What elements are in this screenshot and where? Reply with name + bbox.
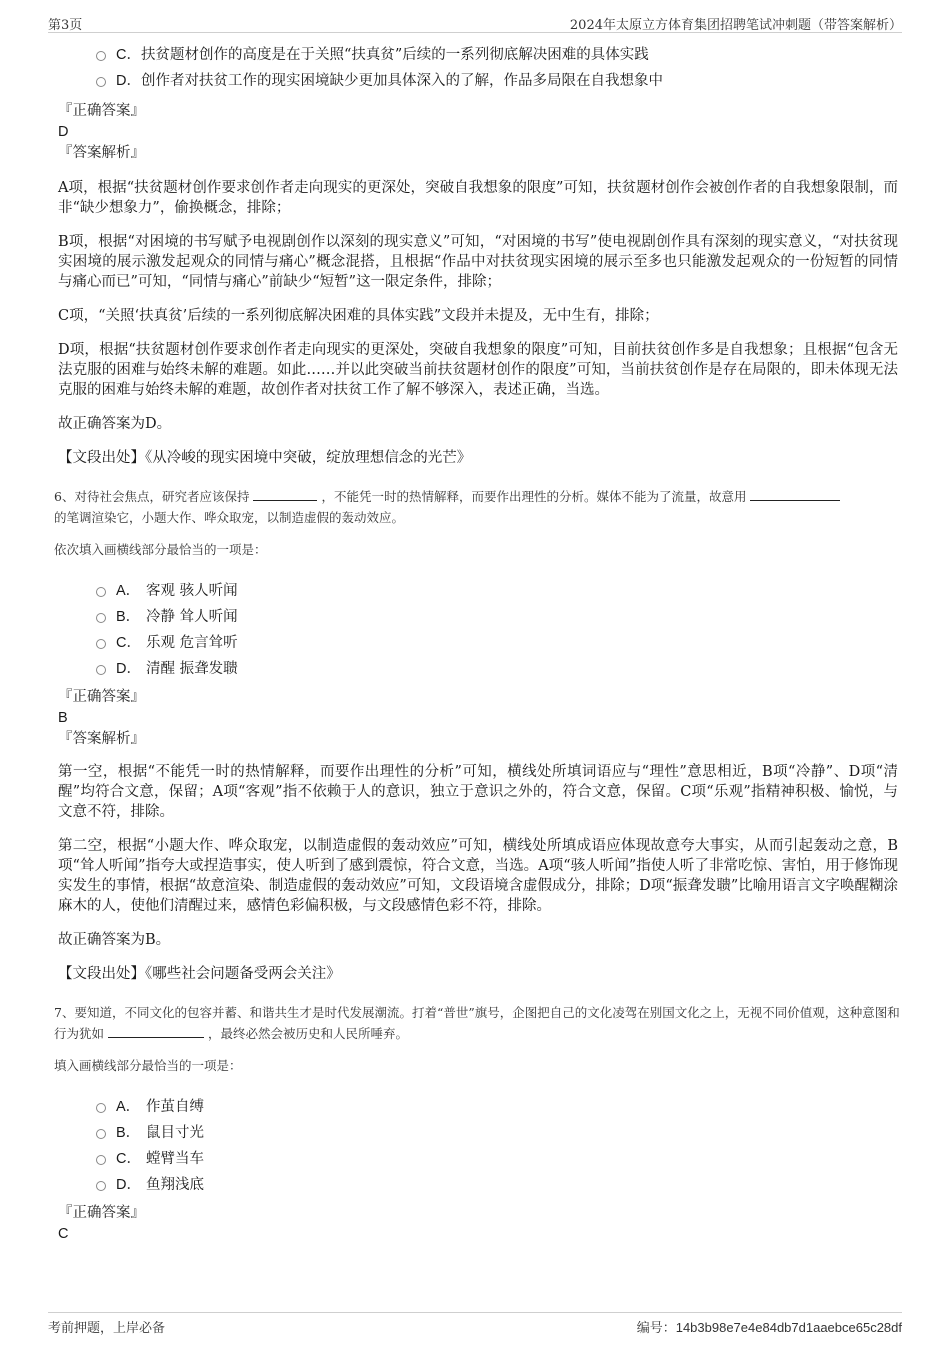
q7-option-list <box>56 1094 902 1198</box>
option-text: 冷静 耸人听闻 <box>146 609 238 625</box>
option-letter: C． <box>116 635 141 651</box>
radio-icon[interactable] <box>96 51 106 61</box>
q5-conclusion: 故正确答案为D。 <box>58 416 172 432</box>
q7-option-d[interactable] <box>56 1172 902 1198</box>
q5-option-list <box>56 42 902 94</box>
q7-option-a[interactable] <box>56 1094 902 1120</box>
q5-analysis-d: D项，根据“扶贫题材创作要求创作者走向现实的更深处，突破自我想象的限度”可知，目前扶贫创作多是自我想象；且根据“包含无法克服的困难与始终未解的难题。如此……并以此突破当前扶贫题材创作的限度”可知，当前扶贫创作是存在局限的，即未体现无法克服的困难与始终未解的难题，故创作者对扶贫工作了解不够深入，表述正确，当选。 <box>58 342 898 398</box>
option-text: 鱼翔浅底 <box>146 1177 204 1193</box>
option-letter: D． <box>116 73 141 89</box>
option-letter: D． <box>116 1177 141 1193</box>
footer-slogan: 考前押题，上岸必备 <box>48 1321 166 1336</box>
radio-icon[interactable] <box>96 639 106 649</box>
option-text: 螳臂当车 <box>146 1151 204 1167</box>
page-footer <box>48 1312 902 1337</box>
q5-analysis-c: C项，“关照‘扶真贫’后续的一系列彻底解决困难的具体实践”文段并未提及，无中生有，排除； <box>58 308 659 324</box>
q7-question-part-1: 7、要知道，不同文化的包容并蓄、和谐共生才是时代发展潮流。打着“普世”旗号，企图把自己的文化凌驾在别国文化之上，无视不同价值观，这种意图和行为犹如 <box>54 1005 900 1041</box>
q6-source: 【文段出处】《哪些社会问题备受两会关注》 <box>58 966 341 982</box>
option-letter: B． <box>116 609 141 625</box>
radio-icon[interactable] <box>96 1129 106 1139</box>
q5-option-d[interactable] <box>56 68 902 94</box>
q6-blank-1[interactable] <box>253 488 317 501</box>
radio-icon[interactable] <box>96 587 106 597</box>
q7-instruction: 填入画横线部分最恰当的一项是： <box>54 1058 242 1073</box>
q7-answer-label: 『正确答案』 <box>58 1205 145 1221</box>
q6-option-d[interactable] <box>56 656 902 682</box>
q7-blank[interactable] <box>108 1025 204 1038</box>
radio-icon[interactable] <box>96 1181 106 1191</box>
q5-answer: D <box>58 124 69 140</box>
option-text: 鼠目寸光 <box>146 1125 204 1141</box>
q6-analysis-blank-2: 第二空，根据“小题大作、哗众取宠，以制造虚假的轰动效应”可知，横线处所填成语应体现故意夸大事实，从而引起轰动之意，B项“耸人听闻”指夸大或捏造事实，使人听到了感到震惊，符合文意，当选。A项“骇人听闻”指使人听了非常吃惊、害怕，用于修饰现实发生的事情，根据“故意渲染、制造虚假的轰动效应”可知，文段语境含虚假成分，排除；D项“振聋发聩”比喻用语言文字唤醒糊涂麻木的人，使他们清醒过来，感情色彩偏积极，与文段感情色彩不符，排除。 <box>58 838 898 914</box>
q5-source: 【文段出处】《从冷峻的现实困境中突破，绽放理想信念的光芒》 <box>58 450 472 466</box>
option-text: 客观 骇人听闻 <box>146 583 238 599</box>
option-letter: C． <box>116 1151 141 1167</box>
page-number: 第3页 <box>48 18 83 33</box>
q6-question <box>54 486 902 528</box>
q6-question-part-3: 的笔调渲染它，小题大作、哗众取宠，以制造虚假的轰动效应。 <box>54 510 405 525</box>
q7-option-c[interactable] <box>56 1146 902 1172</box>
q6-question-part-1: 6、对待社会焦点，研究者应该保持 <box>54 489 250 504</box>
q5-answer-label: 『正确答案』 <box>58 103 145 119</box>
option-letter: A． <box>116 1099 141 1115</box>
q6-answer: B <box>58 710 68 726</box>
radio-icon[interactable] <box>96 77 106 87</box>
document-title: 2024年太原立方体育集团招聘笔试冲刺题（带答案解析） <box>569 18 902 33</box>
q6-analysis-label: 『答案解析』 <box>58 731 145 747</box>
option-letter: D． <box>116 661 141 677</box>
q5-analysis-a: A项，根据“扶贫题材创作要求创作者走向现实的更深处，突破自我想象的限度”可知，扶贫题材创作会被创作者的自我想象限制，而非“缺少想象力”，偷换概念，排除； <box>58 180 898 216</box>
document-body <box>56 40 902 1244</box>
option-letter: A． <box>116 583 141 599</box>
q6-analysis-blank-1: 第一空，根据“不能凭一时的热情解释，而要作出理性的分析”可知，横线处所填词语应与“理性”意思相近，B项“冷静”、D项“清醒”均符合文意，保留；A项“客观”指不依赖于人的意识，独立于意识之外的，符合文意，保留。C项“乐观”指精神积极、愉悦，与文意不符，排除。 <box>58 764 898 820</box>
q7-option-b[interactable] <box>56 1120 902 1146</box>
q6-option-a[interactable] <box>56 578 902 604</box>
q6-option-b[interactable] <box>56 604 902 630</box>
page-header <box>48 12 902 33</box>
option-text: 创作者对扶贫工作的现实困境缺少更加具体深入的了解，作品多局限在自我想象中 <box>140 73 663 89</box>
radio-icon[interactable] <box>96 613 106 623</box>
document-code <box>637 1317 902 1336</box>
q6-option-c[interactable] <box>56 630 902 656</box>
q7-question <box>54 1002 902 1044</box>
q7-question-part-2: ，最终必然会被历史和人民所唾弃。 <box>207 1026 408 1041</box>
q6-conclusion: 故正确答案为B。 <box>58 932 171 948</box>
q6-answer-label: 『正确答案』 <box>58 689 145 705</box>
q5-analysis-b: B项，根据“对困境的书写赋予电视剧创作以深刻的现实意义”可知，“对困境的书写”使电视剧创作具有深刻的现实意义，“对扶贫现实困境的展示激发起观众的同情与痛心”概念混搭，且根据“作品中对扶贫现实困境的展示至多也只能激发起观众的一份短暂的同情与痛心而已”可知，“同情与痛心”前缺少“短暂”这一限定条件，排除； <box>58 234 898 290</box>
q6-question-part-2: ，不能凭一时的热情解释，而要作出理性的分析。媒体不能为了流量，故意用 <box>321 489 747 504</box>
radio-icon[interactable] <box>96 665 106 675</box>
q5-analysis-label: 『答案解析』 <box>58 145 145 161</box>
q5-option-c[interactable] <box>56 42 902 68</box>
option-text: 乐观 危言耸听 <box>146 635 238 651</box>
option-letter: B． <box>116 1125 141 1141</box>
radio-icon[interactable] <box>96 1103 106 1113</box>
q7-answer: C <box>58 1226 69 1242</box>
radio-icon[interactable] <box>96 1155 106 1165</box>
q6-option-list <box>56 578 902 682</box>
q6-instruction: 依次填入画横线部分最恰当的一项是： <box>54 542 267 557</box>
code-label: 编号： <box>636 1321 676 1336</box>
option-text: 作茧自缚 <box>146 1099 204 1115</box>
option-letter: C． <box>116 47 141 63</box>
code-value: 14b3b98e7e4e84db7d1aaebce65c28df <box>675 1320 902 1335</box>
q6-blank-2[interactable] <box>750 488 840 501</box>
option-text: 扶贫题材创作的高度是在于关照“扶真贫”后续的一系列彻底解决困难的具体实践 <box>140 47 649 63</box>
option-text: 清醒 振聋发聩 <box>146 661 238 677</box>
